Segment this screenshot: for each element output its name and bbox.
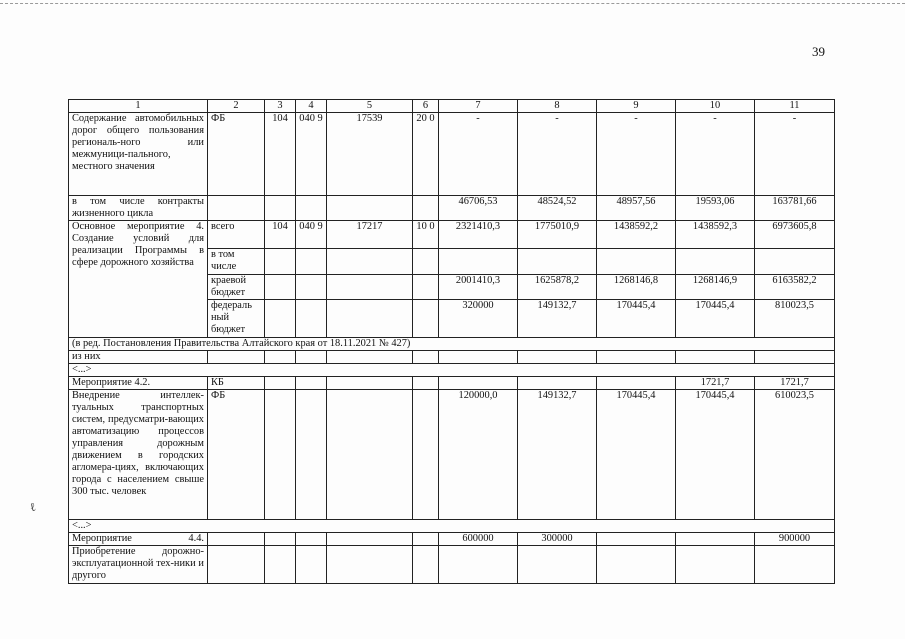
cell-value-7: 46706,53: [439, 196, 518, 221]
cell-value-10: [676, 546, 755, 584]
header-cell-9: 9: [597, 100, 676, 113]
cell-value-8: 1775010,9: [518, 221, 597, 249]
cell-code-4: [296, 275, 327, 300]
cell-value-9: [597, 546, 676, 584]
cell-value-10: 19593,06: [676, 196, 755, 221]
cell-value-11: [755, 351, 835, 364]
ellipsis-row: [69, 520, 835, 533]
header-cell-2: 2: [208, 100, 265, 113]
cell-value-10: -: [676, 113, 755, 196]
cell-code-3: [265, 533, 296, 546]
row-name: Содержание автомобильных дорог общего пользования региональ-ного или межмуници-пального, местного значения: [69, 113, 208, 196]
cell-value-10: 170445,4: [676, 300, 755, 338]
table-row: [69, 533, 835, 546]
cell-code-4: [296, 533, 327, 546]
row-name: Основное мероприятие 4. Создание условий для реализации Программы в сфере дорожного хозяйства: [69, 221, 208, 338]
cell-value-7: 600000: [439, 533, 518, 546]
cell-value-10: 170445,4: [676, 390, 755, 520]
cell-code-5: [327, 249, 413, 275]
cell-value-10: [676, 249, 755, 275]
cell-value-9: 170445,4: [597, 390, 676, 520]
cell-value-8: 48524,52: [518, 196, 597, 221]
row-name: из них: [69, 351, 208, 364]
cell-code-3: [265, 351, 296, 364]
cell-code-4: [296, 249, 327, 275]
cell-value-8: [518, 249, 597, 275]
cell-code-5: 17217: [327, 221, 413, 249]
cell-code-5: [327, 196, 413, 221]
cell-code-6: [413, 249, 439, 275]
cell-code-3: [265, 300, 296, 338]
cell-code-5: [327, 351, 413, 364]
ellipsis-row: [69, 364, 835, 377]
cell-code-6: [413, 390, 439, 520]
cell-source: ФБ: [208, 113, 265, 196]
row-name: Внедрение интеллек-туальных транспортных систем, предусматри-вающих автоматизацию процессов управления дорожным движением в городских агломера-циях, включающих города с населением свыше 300 тыс. человек: [69, 390, 208, 520]
cell-source: [208, 546, 265, 584]
cell-value-7: 120000,0: [439, 390, 518, 520]
omission-marker: <...>: [69, 364, 835, 377]
cell-value-8: [518, 351, 597, 364]
cell-value-9: 1438592,2: [597, 221, 676, 249]
header-cell-11: 11: [755, 100, 835, 113]
header-cell-7: 7: [439, 100, 518, 113]
cell-value-9: [597, 377, 676, 390]
cell-source: федераль ный бюджет: [208, 300, 265, 338]
cell-value-11: 810023,5: [755, 300, 835, 338]
cell-code-6: [413, 546, 439, 584]
table-row: [69, 390, 835, 520]
cell-code-5: [327, 377, 413, 390]
cell-value-8: 149132,7: [518, 300, 597, 338]
cell-value-11: 163781,66: [755, 196, 835, 221]
cell-value-9: -: [597, 113, 676, 196]
cell-code-4: [296, 196, 327, 221]
cell-value-9: [597, 533, 676, 546]
cell-value-7: [439, 351, 518, 364]
cell-value-11: 6973605,8: [755, 221, 835, 249]
cell-code-4: [296, 546, 327, 584]
cell-code-3: [265, 275, 296, 300]
cell-value-11: 900000: [755, 533, 835, 546]
cell-source: КБ: [208, 377, 265, 390]
cell-code-3: [265, 377, 296, 390]
cell-code-4: [296, 351, 327, 364]
cell-value-10: 1721,7: [676, 377, 755, 390]
table-row: [69, 351, 835, 364]
cell-source: [208, 196, 265, 221]
cell-code-3: [265, 196, 296, 221]
table-row: [69, 196, 835, 221]
cell-code-5: [327, 390, 413, 520]
row-name: в том числе контракты жизненного цикла: [69, 196, 208, 221]
cell-source: ФБ: [208, 390, 265, 520]
cell-source: [208, 351, 265, 364]
header-row: [69, 100, 835, 113]
cell-code-3: [265, 390, 296, 520]
cell-value-9: 170445,4: [597, 300, 676, 338]
scan-border-line: [0, 3, 905, 4]
cell-code-6: 10 0: [413, 221, 439, 249]
cell-value-7: 320000: [439, 300, 518, 338]
cell-value-7: 2001410,3: [439, 275, 518, 300]
cell-value-11: -: [755, 113, 835, 196]
cell-value-8: 300000: [518, 533, 597, 546]
cell-value-7: [439, 249, 518, 275]
cell-value-9: 1268146,8: [597, 275, 676, 300]
cell-value-8: [518, 377, 597, 390]
budget-table: [68, 99, 835, 584]
cell-value-7: [439, 546, 518, 584]
cell-value-7: [439, 377, 518, 390]
omission-marker: <...>: [69, 520, 835, 533]
cell-value-11: 1721,7: [755, 377, 835, 390]
cell-value-9: [597, 249, 676, 275]
cell-code-3: 104: [265, 221, 296, 249]
cell-code-4: [296, 300, 327, 338]
header-cell-3: 3: [265, 100, 296, 113]
amendment-note-row: [69, 338, 835, 351]
cell-value-8: 149132,7: [518, 390, 597, 520]
cell-value-8: [518, 546, 597, 584]
cell-source: в том числе: [208, 249, 265, 275]
handwritten-margin-mark: ℓ: [28, 499, 38, 515]
cell-value-11: [755, 546, 835, 584]
cell-code-5: [327, 300, 413, 338]
cell-source: всего: [208, 221, 265, 249]
cell-code-3: [265, 249, 296, 275]
cell-code-4: [296, 377, 327, 390]
cell-value-11: [755, 249, 835, 275]
header-cell-6: 6: [413, 100, 439, 113]
cell-code-5: [327, 546, 413, 584]
cell-value-8: -: [518, 113, 597, 196]
cell-value-7: -: [439, 113, 518, 196]
header-cell-4: 4: [296, 100, 327, 113]
amendment-note: (в ред. Постановления Правительства Алтайского края от 18.11.2021 № 427): [69, 338, 835, 351]
table-row: [69, 377, 835, 390]
header-cell-1: 1: [69, 100, 208, 113]
cell-code-5: [327, 533, 413, 546]
cell-code-6: [413, 300, 439, 338]
cell-code-4: 040 9: [296, 113, 327, 196]
header-cell-8: 8: [518, 100, 597, 113]
header-cell-10: 10: [676, 100, 755, 113]
cell-code-6: [413, 275, 439, 300]
cell-value-9: 48957,56: [597, 196, 676, 221]
cell-code-6: [413, 351, 439, 364]
cell-code-4: [296, 390, 327, 520]
cell-value-10: 1438592,3: [676, 221, 755, 249]
cell-code-3: 104: [265, 113, 296, 196]
cell-code-6: 20 0: [413, 113, 439, 196]
cell-code-6: [413, 196, 439, 221]
cell-value-7: 2321410,3: [439, 221, 518, 249]
cell-source: [208, 533, 265, 546]
cell-value-9: [597, 351, 676, 364]
table-row: [69, 221, 835, 249]
table-row: [69, 546, 835, 584]
page-number: 39: [812, 44, 825, 59]
cell-code-5: [327, 275, 413, 300]
cell-code-5: 17539: [327, 113, 413, 196]
cell-value-10: 1268146,9: [676, 275, 755, 300]
cell-value-11: 610023,5: [755, 390, 835, 520]
row-name: Приобретение дорожно-эксплуатационной тех-ники и другого: [69, 546, 208, 584]
cell-code-6: [413, 377, 439, 390]
table-row: [69, 113, 835, 196]
cell-value-8: 1625878,2: [518, 275, 597, 300]
cell-value-11: 6163582,2: [755, 275, 835, 300]
cell-code-3: [265, 546, 296, 584]
cell-code-6: [413, 533, 439, 546]
row-name: Мероприятие 4.2.: [69, 377, 208, 390]
cell-value-10: [676, 351, 755, 364]
header-cell-5: 5: [327, 100, 413, 113]
row-name: Мероприятие 4.4.: [69, 533, 208, 546]
cell-value-10: [676, 533, 755, 546]
cell-source: краевой бюджет: [208, 275, 265, 300]
cell-code-4: 040 9: [296, 221, 327, 249]
